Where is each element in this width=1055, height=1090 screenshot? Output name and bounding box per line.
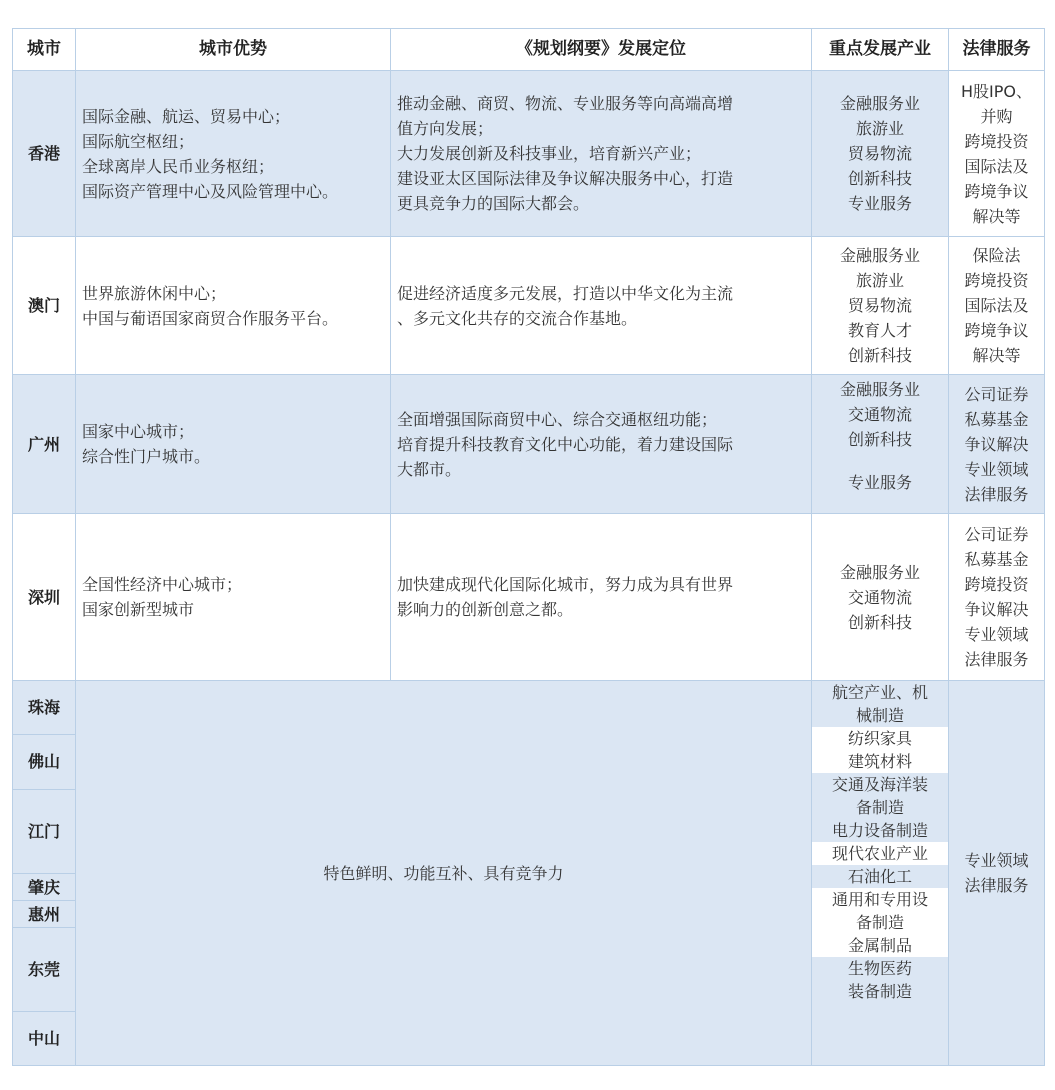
industry-item: 航空产业、机 [812, 681, 948, 704]
industry-item: 金融服务业 [839, 94, 920, 113]
city-name-zhongshan: 中山 [13, 1011, 76, 1065]
industries-stack [812, 681, 948, 1065]
industry-item: 旅游业 [855, 271, 904, 290]
header-positioning: 《规划纲要》发展定位 [391, 29, 812, 71]
legal-item: 私募基金 [964, 409, 1029, 429]
industry-item: 贸易物流 [847, 144, 912, 163]
positioning-line: 全面增强国际商贸中心、综合交通枢纽功能； [397, 409, 718, 429]
legal-item: 国际法及 [964, 296, 1029, 315]
city-comparison-table [12, 28, 1045, 1066]
legal-hongkong [949, 71, 1045, 237]
industry-item: 石油化工 [812, 865, 948, 888]
header-row [13, 29, 1045, 71]
other-cities-positioning: 特色鲜明、功能互补、具有竞争力 [323, 863, 564, 883]
industry-item: 备制造 [812, 911, 948, 934]
legal-item: 法律服务 [964, 650, 1029, 669]
positioning-line: 促进经济适度多元发展，打造以中华文化为主流 [397, 283, 734, 303]
advantages-shenzhen [76, 514, 391, 681]
legal-item: 专业领域 [964, 459, 1029, 479]
industry-item: 交通及海洋装 [812, 773, 948, 796]
city-name-macau: 澳门 [13, 237, 76, 375]
industries-macau [812, 237, 949, 375]
positioning-shenzhen [391, 514, 812, 681]
city-name-shenzhen: 深圳 [13, 514, 76, 681]
industry-item: 建筑材料 [812, 750, 948, 773]
industry-item: 械制造 [812, 704, 948, 727]
industry-item: 交通物流 [847, 587, 912, 607]
positioning-line: 大都市。 [397, 459, 462, 479]
legal-item: 跨境争议 [964, 321, 1029, 340]
legal-shenzhen [949, 514, 1045, 681]
city-name-jiangmen: 江门 [13, 789, 76, 873]
positioning-line: 建设亚太区国际法律及争议解决服务中心，打造 [397, 169, 734, 188]
advantage-line: 综合性门户城市。 [82, 447, 211, 466]
advantage-line: 全国性经济中心城市； [82, 575, 243, 594]
advantages-guangzhou [76, 375, 391, 514]
header-advantages: 城市优势 [76, 29, 391, 71]
positioning-macau [391, 237, 812, 375]
industry-item: 现代农业产业 [812, 842, 948, 865]
legal-other-cities [949, 681, 1045, 1066]
industry-item: 贸易物流 [847, 296, 912, 315]
industry-item: 创新科技 [847, 430, 912, 449]
legal-item: 并购 [980, 106, 1013, 126]
advantage-line: 国家中心城市； [82, 422, 195, 441]
industry-item: 纺织家具 [812, 727, 948, 750]
industry-item: 创新科技 [847, 612, 912, 632]
legal-item: 解决等 [972, 206, 1021, 226]
row-guangzhou [13, 375, 1045, 514]
advantages-macau [76, 237, 391, 375]
advantages-hongkong [76, 71, 391, 237]
positioning-line: 培育提升科技教育文化中心功能，着力建设国际 [397, 434, 734, 454]
legal-item: 跨境投资 [964, 131, 1029, 151]
legal-item: 国际法及 [964, 156, 1029, 176]
legal-guangzhou [949, 375, 1045, 514]
industry-item: 旅游业 [855, 119, 904, 138]
industry-item: 创新科技 [847, 346, 912, 365]
positioning-hongkong [391, 71, 812, 237]
industry-item: 生物医药 [812, 957, 948, 980]
legal-item: 争议解决 [964, 600, 1029, 619]
industry-item: 电力设备制造 [812, 819, 948, 842]
positioning-line: 影响力的创新创意之都。 [397, 600, 574, 619]
legal-item: 保险法 [972, 246, 1021, 265]
advantage-line: 世界旅游休闲中心； [82, 283, 227, 303]
advantage-line: 中国与葡语国家商贸合作服务平台。 [82, 308, 339, 328]
positioning-line: 大力发展创新及科技事业，培育新兴产业； [397, 144, 702, 163]
industries-guangzhou [812, 375, 949, 514]
advantage-line: 国家创新型城市 [82, 600, 195, 619]
city-name-huizhou: 惠州 [13, 901, 76, 928]
legal-macau [949, 237, 1045, 375]
industry-item: 金融服务业 [839, 246, 920, 265]
legal-item: 公司证券 [964, 525, 1029, 544]
industries-hongkong [812, 71, 949, 237]
legal-item: 争议解决 [964, 434, 1029, 454]
legal-item: 公司证券 [964, 384, 1029, 404]
city-name-hongkong: 香港 [13, 71, 76, 237]
header-industries: 重点发展产业 [812, 29, 949, 71]
row-macau [13, 237, 1045, 375]
row-shenzhen [13, 514, 1045, 681]
advantage-line: 国际航空枢纽； [82, 131, 195, 151]
row-zhuhai [13, 681, 1045, 735]
industry-item: 备制造 [812, 796, 948, 819]
positioning-other-cities [76, 681, 812, 1066]
positioning-line: 更具竞争力的国际大都会。 [397, 194, 590, 213]
industry-item: 装备制造 [812, 980, 948, 1003]
city-name-foshan: 佛山 [13, 735, 76, 789]
legal-item: 跨境争议 [964, 181, 1029, 201]
industry-item: 专业服务 [847, 473, 912, 492]
industry-item: 金融服务业 [839, 380, 920, 399]
positioning-line: 推动金融、商贸、物流、专业服务等向高端高增 [397, 94, 734, 113]
positioning-guangzhou [391, 375, 812, 514]
positioning-line: 加快建成现代化国际化城市，努力成为具有世界 [397, 575, 734, 594]
legal-item: 专业领域 [964, 625, 1029, 644]
industry-item: 教育人才 [847, 321, 912, 340]
legal-item: H股IPO、 [961, 81, 1032, 101]
legal-item: 解决等 [972, 346, 1021, 365]
positioning-line: 、多元文化共存的交流合作基地。 [397, 308, 638, 328]
city-name-guangzhou: 广州 [13, 375, 76, 514]
city-name-dongguan: 东莞 [13, 928, 76, 1011]
industry-item: 金属制品 [812, 934, 948, 957]
industry-item: 金融服务业 [839, 562, 920, 582]
industry-item: 创新科技 [847, 169, 912, 188]
header-city: 城市 [13, 29, 76, 71]
industry-item: 通用和专用设 [812, 888, 948, 911]
legal-item: 私募基金 [964, 550, 1029, 569]
legal-item: 法律服务 [964, 876, 1029, 895]
industry-item: 交通物流 [847, 405, 912, 424]
city-name-zhaoqing: 肇庆 [13, 874, 76, 901]
legal-item: 跨境投资 [964, 271, 1029, 290]
industry-item: 专业服务 [847, 194, 912, 213]
industries-shenzhen [812, 514, 949, 681]
legal-item: 专业领域 [964, 851, 1029, 870]
header-legal: 法律服务 [949, 29, 1045, 71]
legal-item: 跨境投资 [964, 575, 1029, 594]
industries-other-cities [812, 681, 949, 1066]
positioning-line: 值方向发展； [397, 119, 494, 138]
advantage-line: 全球离岸人民币业务枢纽； [82, 156, 275, 176]
city-name-zhuhai: 珠海 [13, 681, 76, 735]
advantage-line: 国际资产管理中心及风险管理中心。 [82, 181, 339, 201]
row-hongkong [13, 71, 1045, 237]
advantage-line: 国际金融、航运、贸易中心； [82, 106, 291, 126]
legal-item: 法律服务 [964, 484, 1029, 504]
comparison-table-wrapper [12, 28, 1044, 1068]
